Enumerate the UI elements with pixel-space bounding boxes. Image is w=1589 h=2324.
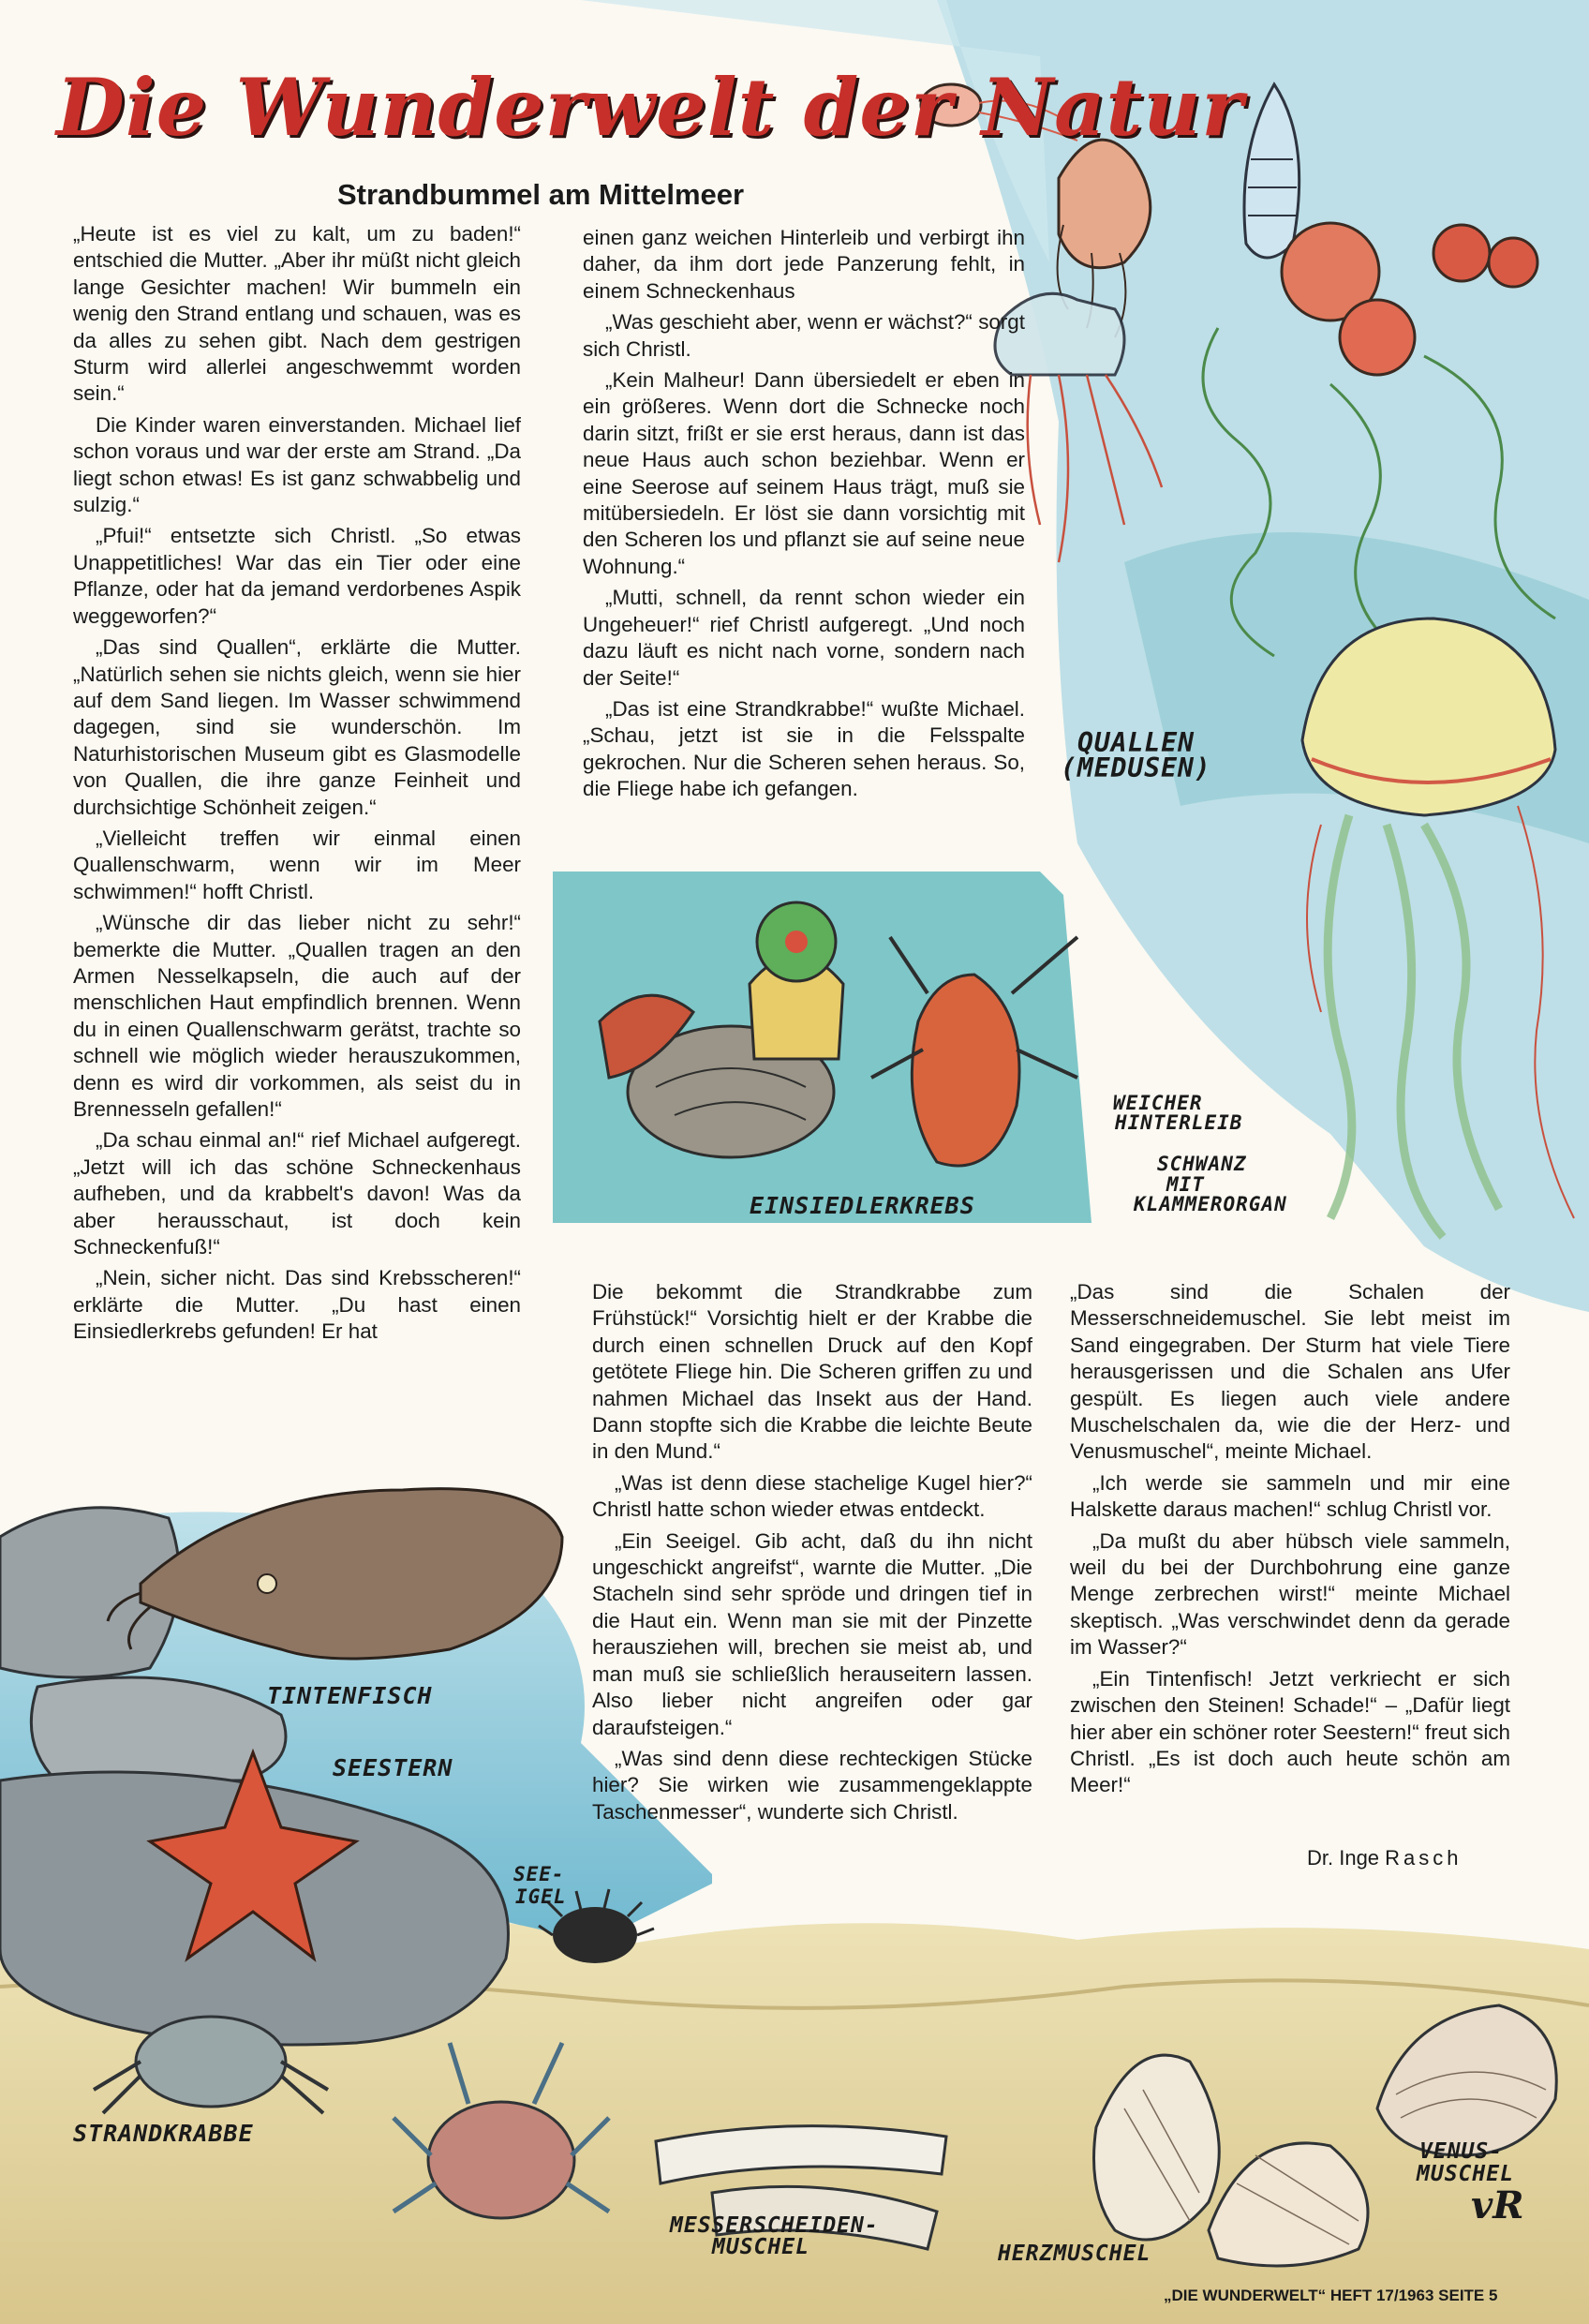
- paragraph: „Das ist eine Strandkrabbe!“ wußte Michael. „Schau, jetzt ist sie in die Felsspalte gekrochen. Nur die Scheren sehen heraus. So, die Fliege habe ich gefangen.: [583, 696, 1025, 801]
- paragraph: „Nein, sicher nicht. Das sind Krebsscheren!“ erklärte die Mutter. „Du hast einen Einsiedlerkrebs gefunden! Er hat: [73, 1266, 521, 1344]
- paragraph: „Da mußt du aber hübsch viele sammeln, weil du bei der Durchbohrung eine ganze Menge zerbrechen wirst!“ meinte Michael skeptisch. „Was verschwindet denn da gerade im Wasser?“: [1070, 1528, 1510, 1660]
- paragraph: „Mutti, schnell, da rennt schon wieder ein Ungeheuer!“ rief Christl aufgeregt. „Und noch dazu läuft es nicht nach vorne, sondern nach der Seite!“: [583, 586, 1025, 690]
- label-venus-muschel: MUSCHEL: [1417, 2162, 1514, 2186]
- paragraph: „Ein Seeigel. Gib acht, daß du ihn nicht ungeschickt angreifst“, warnte die Mutter. „Die Stacheln sind sehr spröde und dringen tief in die Haut ein. Wenn man sie mit der Pinzette herausziehen will, brechen sie meist ab, und man muß sie schließlich herauseitern lassen. Also lieber nicht angreifen oder gar daraufsteigen.“: [592, 1528, 1032, 1739]
- label-seestern: SEESTERN: [333, 1754, 453, 1781]
- label-weicher: WEICHER: [1113, 1092, 1203, 1114]
- label-messerscheiden: MESSERSCHEIDEN-: [670, 2213, 879, 2238]
- artist-signature: vR: [1471, 2183, 1524, 2227]
- label-einsiedlerkrebs: EINSIEDLERKREBS: [750, 1192, 975, 1219]
- text-column-2: [583, 225, 1025, 808]
- paragraph: „Was sind denn diese rechteckigen Stücke hier? Sie wirken wie zusammengeklappte Taschenmesser“, wunderte sich Christl.: [592, 1746, 1032, 1824]
- author-byline: [1307, 1846, 1463, 1870]
- paragraph: einen ganz weichen Hinterleib und verbirgt ihn daher, da ihm dort jede Panzerung fehlt, in einem Schneckenhaus: [583, 226, 1025, 303]
- article-subtitle: Strandbummel am Mittelmeer: [337, 178, 745, 211]
- label-medusen: (MEDUSEN): [1061, 752, 1211, 783]
- paragraph: „Kein Malheur! Dann übersiedelt er eben in ein größeres. Wenn dort die Schnecke noch darin sitzt, frißt er sie erst heraus, dann ist das neue Haus auch schon beziehbar. Wenn er eine Seerose auf seinem Haus trägt, muß sie mitübersiedeln. Er löst sie dann vorsichtig mit den Scheren los und pflanzt sie auf seine neue Wohnung.“: [583, 368, 1025, 578]
- paragraph: „Ich werde sie sammeln und mir eine Halskette daraus machen!“ schlug Christl vor.: [1070, 1470, 1510, 1522]
- label-igel: IGEL: [515, 1885, 567, 1908]
- label-schwanz: SCHWANZ: [1157, 1153, 1247, 1175]
- label-herzmuschel: HERZMUSCHEL: [998, 2242, 1151, 2266]
- label-hinterleib: HINTERLEIB: [1115, 1111, 1243, 1134]
- paragraph: „Vielleicht treffen wir einmal einen Quallenschwarm, wenn wir im Meer schwimmen!“ hofft Christl.: [73, 826, 521, 903]
- paragraph: „Das sind Quallen“, erklärte die Mutter. „Natürlich sehen sie nichts gleich, wenn sie hier auf dem Sand liegen. Im Wasser schwimmend dagegen, sind sie wunderschön. Im Naturhistorischen Museum gibt es Glasmodelle von Quallen, die ihre ganze Feinheit und durchsichtige Schönheit zeigen.“: [73, 635, 521, 819]
- page-footer: „DIE WUNDERWELT“ HEFT 17/1963 SEITE 5: [1164, 2287, 1498, 2304]
- author-surname: Rasch: [1385, 1846, 1463, 1870]
- text-column-4: [1070, 1279, 1510, 1804]
- author-prefix: Dr. Inge: [1307, 1846, 1380, 1870]
- paragraph: Die bekommt die Strandkrabbe zum Frühstück!“ Vorsichtig hielt er der Krabbe die durch einen schnellen Druck auf den Kopf getötete Fliege hin. Die Scheren griffen zu und nahmen Michael das Insekt aus der Hand. Dann stopfte sich die Krabbe die leichte Beute in den Mund.“: [592, 1280, 1032, 1464]
- text-column-3: [592, 1279, 1032, 1830]
- paragraph: „Was geschieht aber, wenn er wächst?“ sorgt sich Christl.: [583, 310, 1025, 361]
- paragraph: Die Kinder waren einverstanden. Michael lief schon voraus und war der erste am Strand. „Da liegt schon etwas! Es ist ganz schwabbelig und sulzig.“: [73, 412, 521, 517]
- paragraph: „Was ist denn diese stachelige Kugel hier?“ Christl hatte schon wieder etwas entdeckt.: [592, 1470, 1032, 1522]
- label-see: SEE-: [513, 1863, 565, 1885]
- label-klammerorgan: KLAMMERORGAN: [1134, 1193, 1287, 1215]
- label-muschel: MUSCHEL: [712, 2235, 809, 2259]
- paragraph: „Pfui!“ entsetzte sich Christl. „So etwas Unappetitliches! War das ein Tier oder eine Pflanze, oder hat da jemand verdorbenes Aspik weggeworfen?“: [73, 524, 521, 628]
- label-venus: VENUS-: [1419, 2139, 1504, 2164]
- magazine-banner-title: Die Wunderwelt der Natur: [56, 61, 1244, 154]
- label-quallen: QUALLEN: [1077, 727, 1195, 758]
- label-mit: MIT: [1166, 1173, 1205, 1196]
- text-column-1: [73, 221, 521, 1350]
- paragraph: „Da schau einmal an!“ rief Michael aufgeregt. „Jetzt will ich das schöne Schneckenhaus aufheben, und da krabbelt's davon! Was da aber herausschaut, ist doch kein Schneckenfuß!“: [73, 1128, 521, 1259]
- label-tintenfisch: TINTENFISCH: [267, 1682, 433, 1709]
- paragraph: „Das sind die Schalen der Messerschneidemuschel. Sie lebt meist im Sand eingegraben. Der Sturm hat viele Tiere herausgerissen und die Schalen ans Ufer gespült. Es liegen auch viele andere Muschelschalen da, wie die der Herz- und Venusmuschel“, meinte Michael.: [1070, 1280, 1510, 1464]
- paragraph: „Wünsche dir das lieber nicht zu sehr!“ bemerkte die Mutter. „Quallen tragen an den Armen Nesselkapseln, die auch auf der menschlichen Haut empfindlich brennen. Wenn du in einen Quallenschwarm gerätst, trachte so schnell wie möglich wieder herauszukommen, denn es wird dir vorkommen, als seist du in Brennesseln gefallen!“: [73, 911, 521, 1121]
- paragraph: „Heute ist es viel zu kalt, um zu baden!“ entschied die Mutter. „Aber ihr müßt nicht gleich lange Gesichter machen! Wir bummeln ein wenig den Strand entlang und schauen, was es da alles zu sehen gibt. Nach dem gestrigen Sturm wird allerlei angeschwemmt worden sein.“: [73, 222, 521, 406]
- paragraph: „Ein Tintenfisch! Jetzt verkriecht er sich zwischen den Steinen! Schade!“ – „Dafür liegt hier aber ein schöner roter Seestern!“ freut sich Christl. „Es ist doch auch heute schön am Meer!“: [1070, 1666, 1510, 1797]
- label-strandkrabbe: STRANDKRABBE: [73, 2120, 254, 2147]
